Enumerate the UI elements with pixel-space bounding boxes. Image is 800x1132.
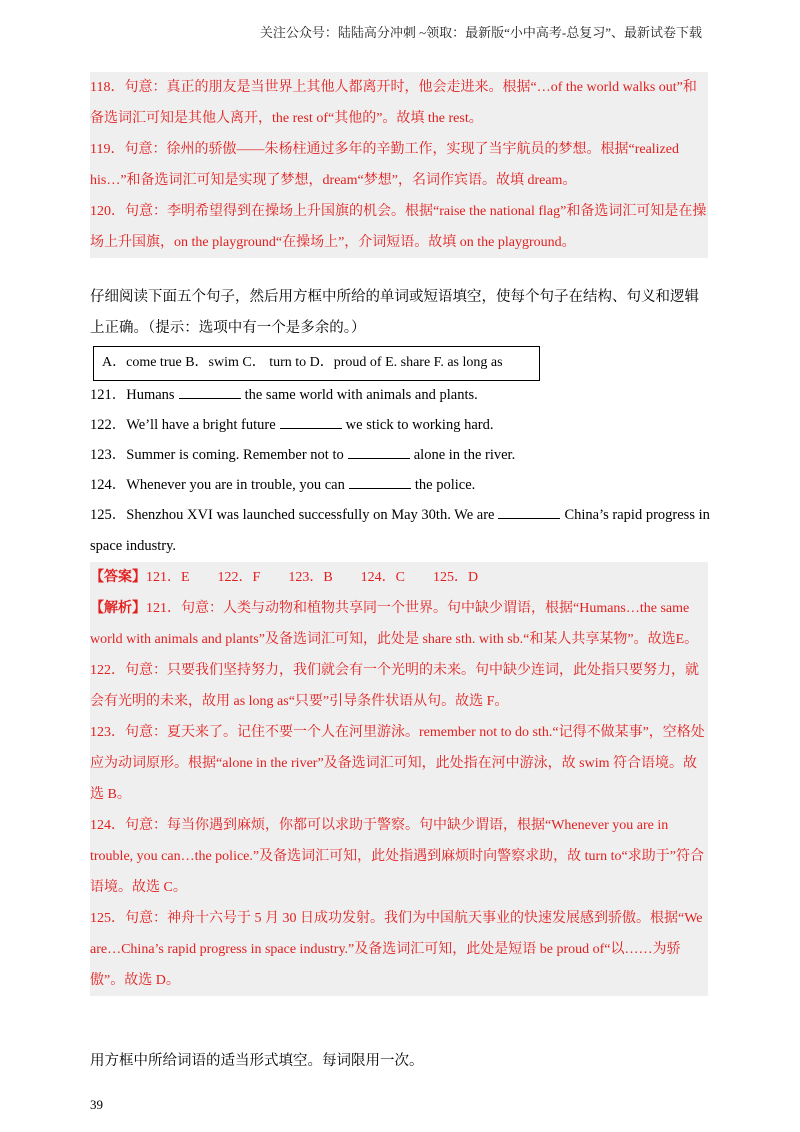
question-number: 123． (90, 447, 127, 463)
question-121 (90, 380, 710, 410)
answer-blank[interactable] (280, 414, 342, 429)
question-text-before: Summer is coming. Remember not to (126, 447, 344, 463)
exercise-instruction (90, 282, 708, 344)
question-text-after: the same world with animals and plants. (244, 387, 478, 403)
analysis-122: 122．句意：只要我们坚持努力，我们就会有一个光明的未来。句中缺少连词，此处指只要努力，就会有光明的未来，故用 as long as“只要”引导条件状语从句。故选 F。 (90, 663, 699, 709)
answer-line (90, 562, 708, 593)
answer-blank[interactable] (179, 384, 241, 399)
question-text-before: Shenzhou XVI was launched successfully on May 30th. We are (126, 507, 495, 523)
question-number: 125． (90, 507, 127, 523)
top-explanation-block (90, 72, 708, 258)
answer-blank[interactable] (498, 504, 560, 519)
analysis-121 (90, 593, 708, 655)
question-122 (90, 410, 710, 440)
answer-values: 121．E 122．F 123．B 124．C 125．D (146, 570, 479, 585)
question-text-before: Whenever you are in trouble, you can (126, 477, 345, 493)
question-text-before: We’ll have a bright future (126, 417, 276, 433)
analysis-124: 124．句意：每当你遇到麻烦，你都可以求助于警察。句中缺少谓语，根据“Whenever you are in trouble, you can…the police.”及备选词汇可知，此处指遇到麻烦时向警察求助，故 turn to“求助于”符合语境。故选 C。 (90, 818, 704, 895)
explanation-119: 119．句意：徐州的骄傲——朱杨柱通过多年的辛勤工作，实现了当宇航员的梦想。根据“realized his…”和备选词汇可知是实现了梦想，dream“梦想”，名词作宾语。故填 dream。 (90, 142, 679, 188)
question-124 (90, 470, 710, 500)
options-box: A．come true B．swim C． turn to D．proud of E. share F. as long as (93, 346, 540, 381)
question-text-after: China’s rapid progress in space industry. (90, 507, 710, 554)
analysis-label: 【解析】 (90, 601, 146, 616)
analysis-125: 125．句意：神舟十六号于 5 月 30 日成功发射。我们为中国航天事业的快速发展感到骄傲。根据“We are…China’s rapid progress in space industry.”及备选词汇可知，此处是短语 be proud of“以……为骄傲”。故选 D。 (90, 911, 703, 988)
explanation-118: 118．句意：真正的朋友是当世界上其他人都离开时，他会走进来。根据“…of the world walks out”和备选词汇可知是其他人离开，the rest of“其他的”。故填 the rest。 (90, 80, 697, 126)
question-text-after: alone in the river. (413, 447, 516, 463)
question-number: 121． (90, 387, 127, 403)
footer-instruction: 用方框中所给词语的适当形式填空。每词限用一次。 (90, 1053, 424, 1069)
analysis-123: 123．句意：夏天来了。记住不要一个人在河里游泳。remember not to do sth.“记得不做某事”，空格处应为动词原形。根据“alone in the river”及备选词汇可知，此处指在河中游泳，故 swim 符合语境。故选 B。 (90, 725, 705, 802)
answer-blank[interactable] (348, 444, 410, 459)
explanation-120: 120．句意：李明希望得到在操场上升国旗的机会。根据“raise the national flag”和备选词汇可知是在操场上升国旗，on the playground“在操场上”，介词短语。故填 on the playground。 (90, 204, 707, 250)
question-number: 124． (90, 477, 127, 493)
instruction-text: 仔细阅读下面五个句子，然后用方框中所给的单词或短语填空，使每个句子在结构、句义和逻辑上正确。（提示：选项中有一个是多余的。） (90, 289, 699, 336)
question-text-before: Humans (126, 387, 175, 403)
question-text-after: we stick to working hard. (345, 417, 494, 433)
question-123 (90, 440, 710, 470)
question-125 (90, 500, 710, 562)
page-number: 39 (90, 1097, 103, 1112)
question-text-after: the police. (414, 477, 476, 493)
answer-label: 【答案】 (90, 570, 146, 585)
answer-analysis-block (90, 562, 708, 996)
page-header: 关注公众号：陆陆高分冲刺 ~领取：最新版“小中高考-总复习”、最新试卷下载 (259, 25, 702, 40)
question-number: 122． (90, 417, 127, 433)
answer-blank[interactable] (349, 474, 411, 489)
analysis-text: 121．句意：人类与动物和植物共享同一个世界。句中缺少谓语，根据“Humans…the same world with animals and plants”及备选词汇可知，此处是 share sth. with sb.“和某人共享某物”。故选E。 (90, 601, 699, 647)
